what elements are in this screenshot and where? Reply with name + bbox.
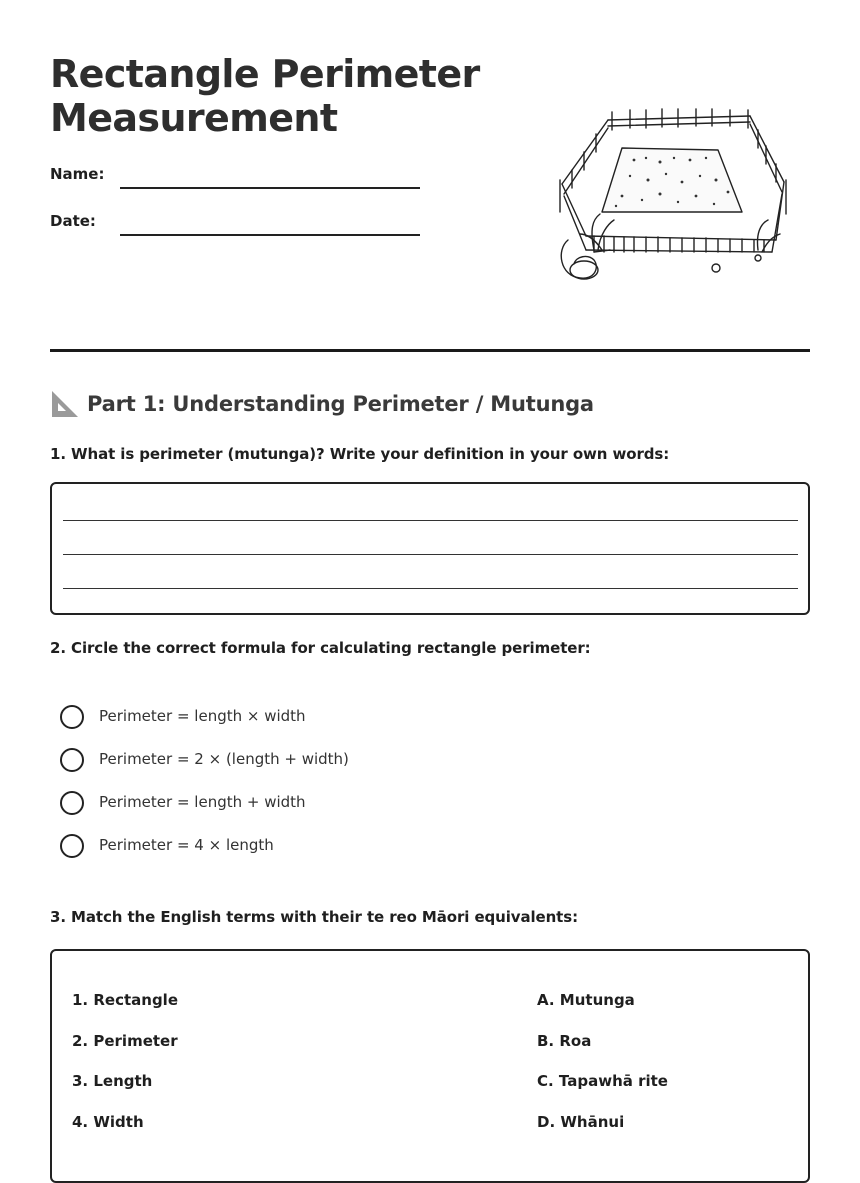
option-text: Perimeter = 2 × (length + width): [99, 750, 349, 768]
option-circle[interactable]: [60, 748, 84, 772]
maori-term: C. Tapawhā rite: [537, 1072, 668, 1090]
maori-term: A. Mutunga: [537, 991, 635, 1009]
option-text: Perimeter = 4 × length: [99, 836, 274, 854]
definition-answer-box[interactable]: [50, 482, 810, 615]
title-line-2: Measurement: [50, 96, 338, 140]
garden-fence-illustration: [550, 100, 790, 286]
page-title: [50, 52, 520, 140]
header-divider: [50, 349, 810, 352]
english-term: 3. Length: [72, 1072, 153, 1090]
english-term: 2. Perimeter: [72, 1032, 178, 1050]
name-label: Name:: [50, 165, 105, 183]
option-circle[interactable]: [60, 791, 84, 815]
english-term: 4. Width: [72, 1113, 144, 1131]
option-text: Perimeter = length × width: [99, 707, 306, 725]
date-label: Date:: [50, 212, 96, 230]
title-line-1: Rectangle Perimeter: [50, 52, 480, 96]
set-square-icon: [50, 389, 80, 419]
writing-line: [63, 588, 798, 589]
question-3: 3. Match the English terms with their te reo Māori equivalents:: [50, 908, 578, 926]
question-2: 2. Circle the correct formula for calculating rectangle perimeter:: [50, 639, 591, 657]
date-field[interactable]: [120, 234, 420, 236]
matching-box: [50, 949, 810, 1183]
maori-term: B. Roa: [537, 1032, 592, 1050]
writing-line: [63, 520, 798, 521]
maori-term: D. Whānui: [537, 1113, 625, 1131]
part1-title: Part 1: Understanding Perimeter / Mutunga: [87, 392, 594, 416]
writing-line: [63, 554, 798, 555]
option-text: Perimeter = length + width: [99, 793, 306, 811]
option-circle[interactable]: [60, 834, 84, 858]
option-circle[interactable]: [60, 705, 84, 729]
english-term: 1. Rectangle: [72, 991, 178, 1009]
name-field[interactable]: [120, 187, 420, 189]
question-1: 1. What is perimeter (mutunga)? Write your definition in your own words:: [50, 445, 670, 463]
